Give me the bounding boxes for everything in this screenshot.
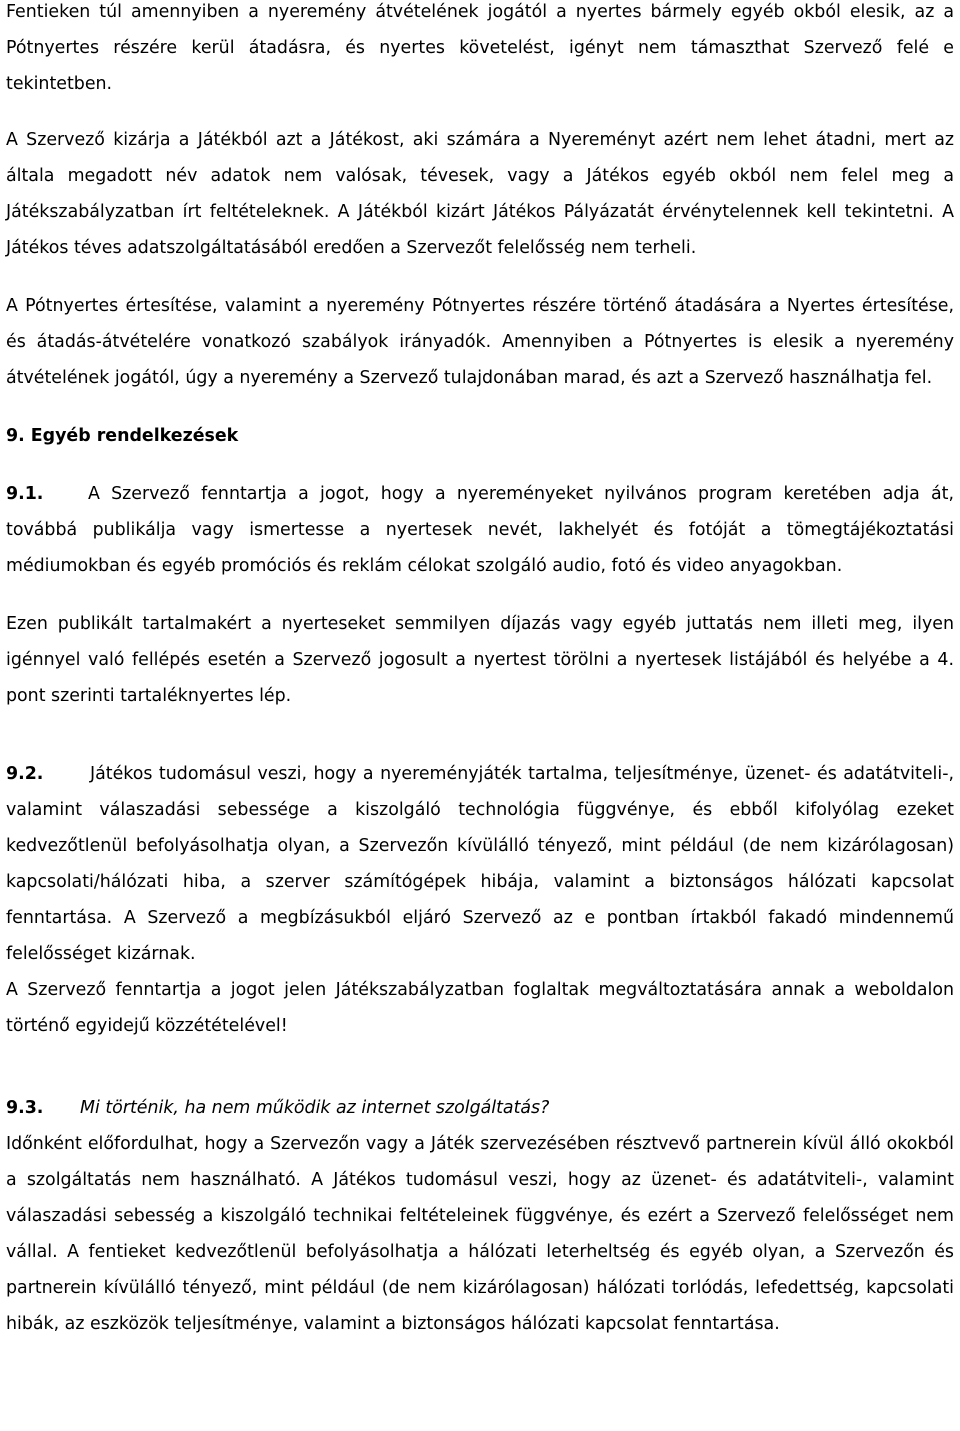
clause-9-2 bbox=[6, 756, 954, 972]
section-heading: 9. Egyéb rendelkezések bbox=[6, 426, 239, 446]
clause-text: Játékos tudomásul veszi, hogy a nyereményjáték tartalma, teljesítménye, üzenet- és adatátviteli-, valamint válaszadási sebessége a kiszolgáló technológia függvénye, és ebből kifolyólag ezeket kedvezőtlenül befolyásolhatja olyan, a Szervezőn kívülálló tényező, mint például (de nem kizárólagosan) kapcsolati/hálózati hiba, a szerver számítógépek hibája, valamint a biztonságos hálózati kapcsolat fenntartása. A Szervező a megbízásukból eljáró Szervező az e pontban írtakból fakadó mindennemű felelősséget kizárnak. bbox=[6, 764, 954, 964]
clause-text: A Szervező fenntartja a jogot, hogy a nyereményeket nyilvános program keretében adja át, továbbá publikálja vagy ismertesse a nyertesek nevét, lakhelyét és fotóját a tömegtájékoztatási médiumokban és egyéb promóciós és reklám célokat szolgáló audio, fotó és video anyagokban. bbox=[6, 484, 954, 576]
clause-number: 9.2. bbox=[6, 764, 44, 784]
paragraph-service-outage: Időnként előfordulhat, hogy a Szervezőn vagy a Játék szervezésében résztvevő partnerein kívül álló okokból a szolgáltatás nem használható. A Játékos tudomásul veszi, hogy az üzenet- és adatátviteli-, valamint válaszadási sebesség a kiszolgáló technikai feltételeinek függvénye, és ezért a Szervező felelősséget nem vállal. A fentieket kedvezőtlenül befolyásolhatja a hálózati leterheltség és egyéb olyan, a Szervezőn és partnerein kívülálló tényező, mint például (de nem kizárólagosan) hálózati torlódás, lefedettség, kapcsolati hibák, az eszközök teljesítménye, valamint a biztonságos hálózati kapcsolat fenntartása. bbox=[6, 1134, 954, 1334]
paragraph-publication: Ezen publikált tartalmakért a nyerteseket semmilyen díjazás vagy egyéb juttatás nem illeti meg, ilyen igénnyel való fellépés esetén a Szervező jogosult a nyertest törölni a nyertesek listájából és helyébe a 4. pont szerinti tartaléknyertes lép. bbox=[6, 614, 954, 706]
clause-title: Mi történik, ha nem működik az internet szolgáltatás? bbox=[80, 1098, 550, 1118]
clause-number: 9.1. bbox=[6, 484, 44, 504]
document-page bbox=[6, 0, 954, 1342]
clause-9-3 bbox=[6, 1090, 954, 1126]
paragraph-exclusion: A Szervező kizárja a Játékból azt a Játékost, aki számára a Nyereményt azért nem lehet átadni, mert az általa megadott név adatok nem valósak, tévesek, vagy a Játékos egyéb okból nem felel meg a Játékszabályzatban írt feltételeknek. A Játékból kizárt Játékos Pályázatát érvénytelennek kell tekintetni. A Játékos téves adatszolgáltatásából eredően a Szervezőt felelősség nem terheli. bbox=[6, 130, 954, 258]
paragraph-substitute-notification: A Pótnyertes értesítése, valamint a nyeremény Pótnyertes részére történő átadására a Nyertes értesítése, és átadás-átvételére vonatkozó szabályok irányadók. Amennyiben a Pótnyertes is elesik a nyeremény átvételének jogától, úgy a nyeremény a Szervező tulajdonában marad, és azt a Szervező használhatja fel. bbox=[6, 296, 954, 388]
clause-9-1 bbox=[6, 476, 954, 584]
paragraph-substitute-winner: Fentieken túl amennyiben a nyeremény átvételének jogától a nyertes bármely egyéb okból elesik, az a Pótnyertes részére kerül átadásra, és nyertes követelést, igényt nem támaszthat Szervező felé e tekintetben. bbox=[6, 2, 954, 94]
paragraph-rule-change: A Szervező fenntartja a jogot jelen Játékszabályzatban foglaltak megváltoztatására annak a weboldalon történő egyidejű közzétételével! bbox=[6, 980, 954, 1036]
clause-number: 9.3. bbox=[6, 1098, 44, 1118]
